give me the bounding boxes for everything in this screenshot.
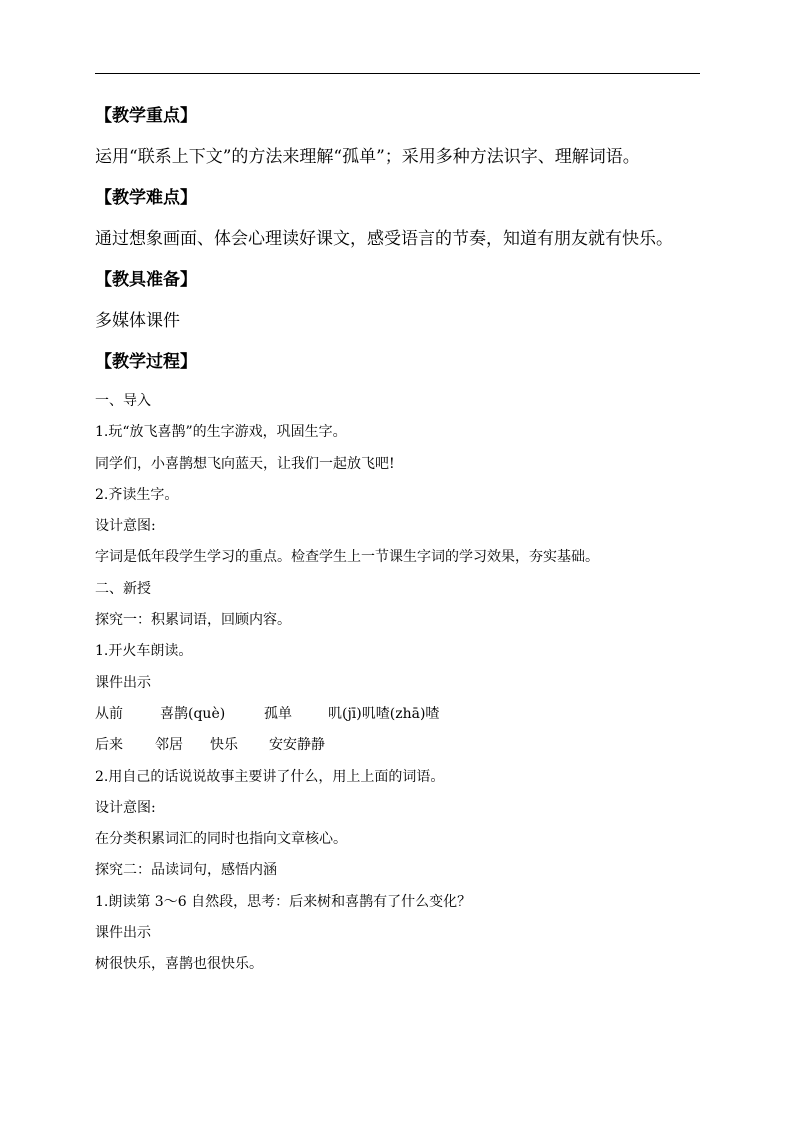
key-points-text: 运用“联系上下文”的方法来理解“孤单”；采用多种方法识字、理解词语。	[95, 147, 640, 167]
intro-step-1: 1.玩“放飞喜鹊”的生字游戏，巩固生字。	[95, 424, 347, 441]
courseware-label-1: 课件出示	[95, 674, 151, 691]
intro-step-2: 2.齐读生字。	[95, 486, 179, 503]
design-text-1: 字词是低年段学生学习的重点。检查学生上一节课生字词的学习效果，夯实基础。	[95, 549, 599, 566]
courseware-label-2: 课件出示	[95, 925, 151, 942]
word-item: 邻居	[155, 737, 183, 754]
intro-title: 一、导入	[95, 393, 151, 409]
new-lesson-title: 二、新授	[95, 580, 151, 597]
example-sentence: 树很快乐，喜鹊也很快乐。	[95, 956, 263, 973]
heading-process: 【教学过程】	[95, 352, 197, 372]
word-item: 快乐	[210, 737, 238, 754]
explore-2-title: 探究二：品读词句，感悟内涵	[95, 862, 277, 879]
heading-key-points: 【教学重点】	[95, 106, 197, 126]
word-item: 喜鹊(què)	[160, 705, 226, 722]
process-body	[95, 386, 707, 981]
word-item: 从前	[95, 705, 123, 722]
word-item: 叽(jī)叽喳(zhā)喳	[328, 705, 440, 722]
design-text-2: 在分类积累词汇的同时也指向文章核心。	[95, 831, 347, 848]
word-row-1	[95, 699, 707, 730]
explore-1-step-2: 2.用自己的话说说故事主要讲了什么，用上上面的词语。	[95, 768, 445, 785]
explore-1-step-1: 1.开火车朗读。	[95, 643, 193, 660]
explore-2-step-1: 1.朗读第 3～6 自然段，思考：后来树和喜鹊有了什么变化？	[95, 893, 472, 910]
word-item: 后来	[95, 737, 123, 754]
page-content	[95, 96, 707, 981]
header-rule	[95, 73, 700, 74]
heading-difficulties: 【教学难点】	[95, 188, 197, 208]
word-row-2	[95, 730, 707, 761]
explore-1-title: 探究一：积累词语，回顾内容。	[95, 612, 291, 629]
design-label-1: 设计意图:	[95, 518, 156, 535]
materials-text: 多媒体课件	[95, 311, 180, 331]
design-label-2: 设计意图:	[95, 799, 156, 816]
intro-step-1-detail: 同学们，小喜鹊想飞向蓝天，让我们一起放飞吧!	[95, 455, 395, 472]
heading-materials: 【教具准备】	[95, 270, 197, 290]
word-item: 孤单	[264, 705, 292, 722]
difficulties-text: 通过想象画面、体会心理读好课文，感受语言的节奏，知道有朋友就有快乐。	[95, 229, 673, 249]
word-item: 安安静静	[269, 737, 325, 754]
